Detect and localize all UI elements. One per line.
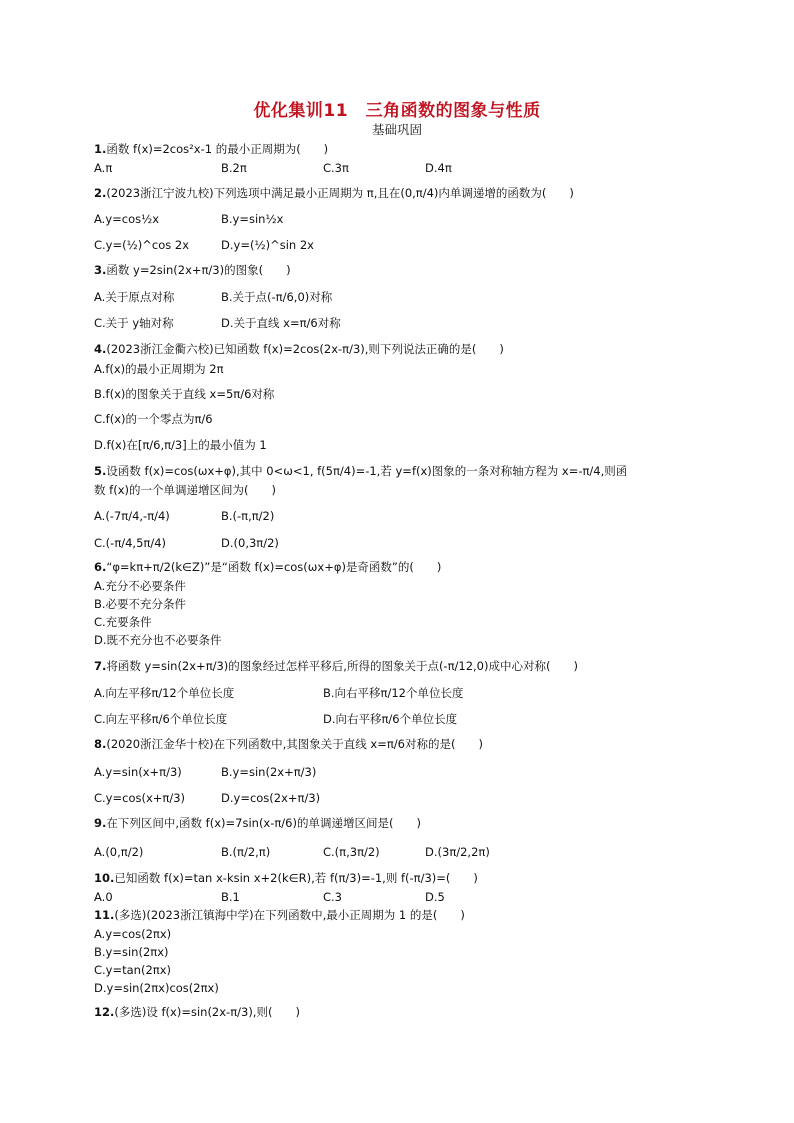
option-a: A.f(x)的最小正周期为 2π <box>94 362 224 376</box>
question-text: (2023浙江宁波九校)下列选项中满足最小正周期为 π,且在(0,π/4)内单调递增的函数为( ) <box>106 186 574 200</box>
option-c: C.y=cos(x+π/3) <box>94 791 186 805</box>
question-number: 6. <box>94 560 107 574</box>
option-b: B.2π <box>221 161 247 175</box>
question-text: (多选)设 f(x)=sin(2x-π/3),则( ) <box>114 1005 300 1019</box>
question-11 <box>94 908 465 922</box>
option-a: A.0 <box>94 890 113 904</box>
option-d: D.4π <box>425 161 452 175</box>
option-a: A.π <box>94 161 113 175</box>
question-number: 9. <box>94 816 107 830</box>
option-a: A.y=cos(2πx) <box>94 927 172 941</box>
question-number: 10. <box>94 871 115 885</box>
question-text: 已知函数 f(x)=tan x-ksin x+2(k∈R),若 f(π/3)=-1,则 f(-π/3)=( ) <box>114 871 478 885</box>
option-c: C.关于 y轴对称 <box>94 316 174 330</box>
option-b: B.必要不充分条件 <box>94 597 187 611</box>
question-12 <box>94 1005 300 1019</box>
option-b: B.1 <box>221 890 240 904</box>
option-d: D.y=sin(2πx)cos(2πx) <box>94 981 219 995</box>
option-b: B.f(x)的图象关于直线 x=5π/6对称 <box>94 387 275 401</box>
question-number: 2. <box>94 186 107 200</box>
question-text: 将函数 y=sin(2x+π/3)的图象经过怎样平移后,所得的图象关于点(-π/12,0)成中心对称( ) <box>106 659 578 673</box>
option-a: A.(-7π/4,-π/4) <box>94 509 170 523</box>
option-d: D.f(x)在[π/6,π/3]上的最小值为 1 <box>94 438 267 452</box>
question-2 <box>94 186 574 200</box>
question-number: 3. <box>94 263 107 277</box>
option-c: C.充要条件 <box>94 615 152 629</box>
option-b: B.向右平移π/12个单位长度 <box>323 686 464 700</box>
question-text: (2020浙江金华十校)在下列函数中,其图象关于直线 x=π/6对称的是( ) <box>106 737 483 751</box>
question-1 <box>94 142 328 156</box>
question-number: 8. <box>94 737 107 751</box>
question-4 <box>94 342 504 356</box>
option-c: C.3 <box>323 890 343 904</box>
option-b: B.y=sin(2x+π/3) <box>221 765 317 779</box>
option-c: C.(-π/4,5π/4) <box>94 536 167 550</box>
question-5-continued: 数 f(x)的一个单调递增区间为( ) <box>94 483 276 497</box>
question-text: (多选)(2023浙江镇海中学)在下列函数中,最小正周期为 1 的是( ) <box>114 908 465 922</box>
option-d: D.既不充分也不必要条件 <box>94 633 222 647</box>
option-a: A.关于原点对称 <box>94 290 175 304</box>
option-b: B.(π/2,π) <box>221 845 271 859</box>
question-text: (2023浙江金衢六校)已知函数 f(x)=2cos(2x-π/3),则下列说法正确的是( ) <box>106 342 504 356</box>
option-b: B.(-π,π/2) <box>221 509 275 523</box>
question-8 <box>94 737 483 751</box>
question-6 <box>94 560 441 574</box>
question-number: 5. <box>94 464 107 478</box>
option-c: C.f(x)的一个零点为π/6 <box>94 412 213 426</box>
option-d: D.(3π/2,2π) <box>425 845 490 859</box>
question-text: 函数 f(x)=2cos²x-1 的最小正周期为( ) <box>106 142 329 156</box>
question-9 <box>94 816 421 830</box>
option-a: A.充分不必要条件 <box>94 579 186 593</box>
question-number: 11. <box>94 908 115 922</box>
question-number: 4. <box>94 342 107 356</box>
option-c: C.向左平移π/6个单位长度 <box>94 712 228 726</box>
question-number: 12. <box>94 1005 115 1019</box>
option-d: D.(0,3π/2) <box>221 536 279 550</box>
option-a: A.(0,π/2) <box>94 845 144 859</box>
option-c: C.y=tan(2πx) <box>94 963 171 977</box>
option-d: D.y=(½)^sin 2x <box>221 238 314 252</box>
option-b: B.关于点(-π/6,0)对称 <box>221 290 333 304</box>
question-text: 函数 y=2sin(2x+π/3)的图象( ) <box>106 263 291 277</box>
option-a: A.y=cos½x <box>94 212 160 226</box>
option-b: B.y=sin(2πx) <box>94 945 169 959</box>
option-d: D.y=cos(2x+π/3) <box>221 791 321 805</box>
option-c: C.3π <box>323 161 349 175</box>
question-10 <box>94 871 478 885</box>
page-title: 优化集训11 三角函数的图象与性质 <box>253 101 541 121</box>
option-d: D.关于直线 x=π/6对称 <box>221 316 341 330</box>
question-number: 1. <box>94 142 107 156</box>
question-number: 7. <box>94 659 107 673</box>
question-3 <box>94 263 291 277</box>
option-a: A.y=sin(x+π/3) <box>94 765 182 779</box>
question-text: “φ=kπ+π/2(k∈Z)”是“函数 f(x)=cos(ωx+φ)是奇函数”的( ) <box>106 560 442 574</box>
option-a: A.向左平移π/12个单位长度 <box>94 686 235 700</box>
question-text: 在下列区间中,函数 f(x)=7sin(x-π/6)的单调递增区间是( ) <box>106 816 421 830</box>
option-b: B.y=sin½x <box>221 212 284 226</box>
option-d: D.5 <box>425 890 445 904</box>
section-subtitle: 基础巩固 <box>371 122 422 137</box>
question-text: 设函数 f(x)=cos(ωx+φ),其中 0<ω<1, f(5π/4)=-1,若 y=f(x)图象的一条对称轴方程为 x=-π/4,则函 <box>106 464 628 478</box>
option-c: C.y=(½)^cos 2x <box>94 238 190 252</box>
option-c: C.(π,3π/2) <box>323 845 380 859</box>
question-7 <box>94 659 578 673</box>
question-5 <box>94 464 627 478</box>
option-d: D.向右平移π/6个单位长度 <box>323 712 458 726</box>
